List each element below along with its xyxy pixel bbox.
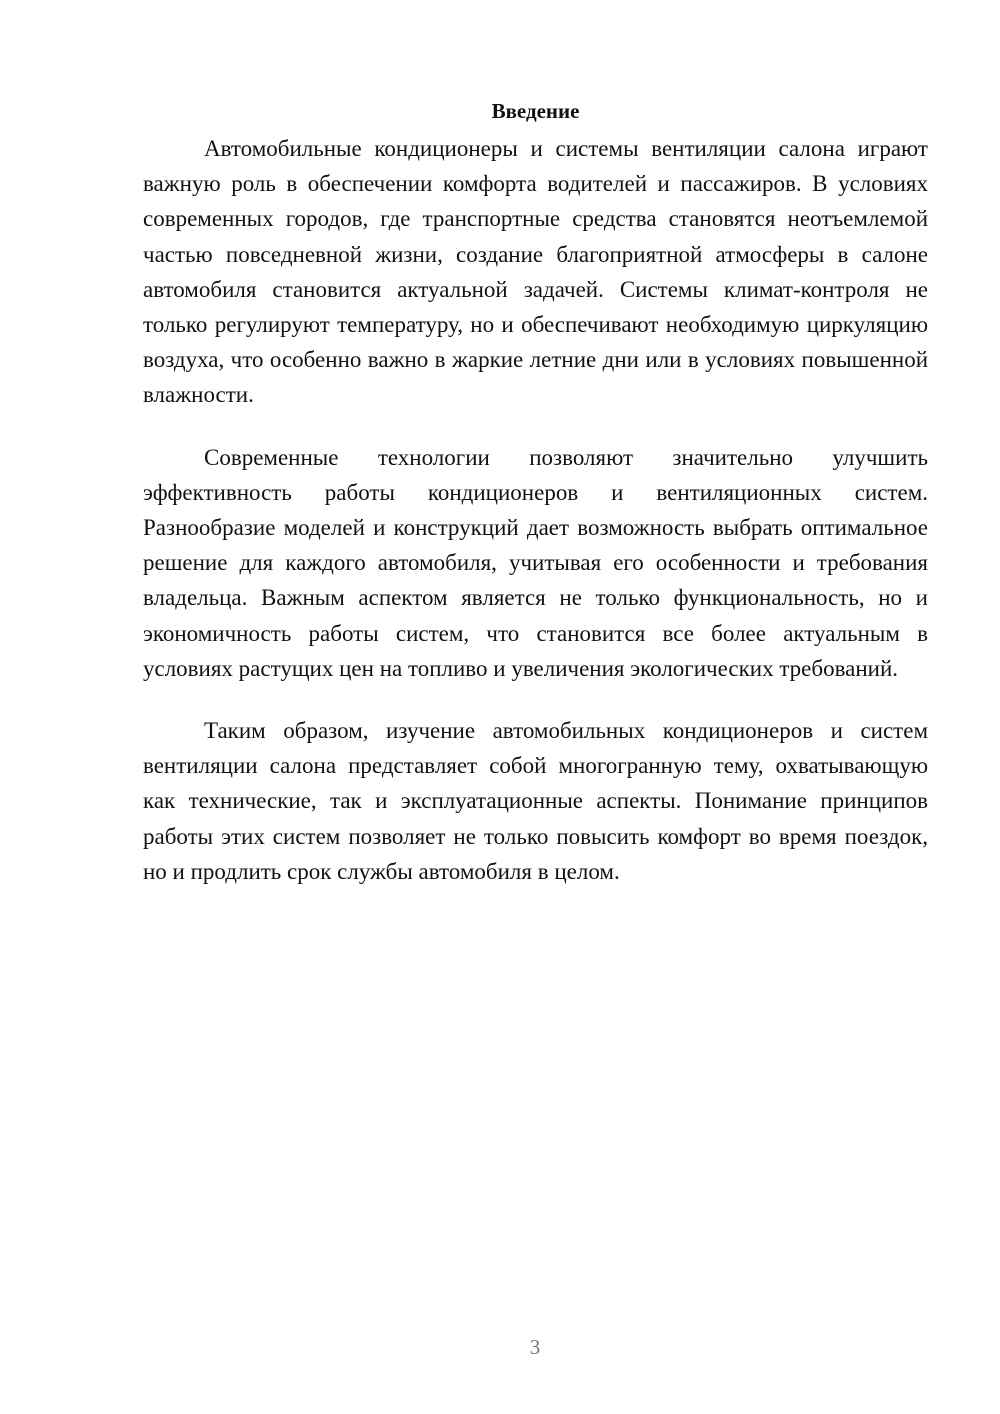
- page-content: [143, 96, 928, 889]
- page-number: 3: [529, 1335, 541, 1359]
- paragraph-1: Автомобильные кондиционеры и системы вентиляции салона играют важную роль в обеспечении комфорта водителей и пассажиров. В условиях современных городов, где транспортные средства становятся неотъемлемой частью повседневной жизни, создание благоприятной атмосферы в салоне автомобиля становится актуальной задачей. Системы климат-контроля не только регулируют температуру, но и обеспечивают необходимую циркуляцию воздуха, что особенно важно в жаркие летние дни или в условиях повышенной влажности.: [143, 136, 928, 408]
- section-heading: Введение: [491, 99, 580, 123]
- paragraph-3: Таким образом, изучение автомобильных кондиционеров и систем вентиляции салона представляет собой многогранную тему, охватывающую как технические, так и эксплуатационные аспекты. Понимание принципов работы этих систем позволяет не только повысить комфорт во время поездок, но и продлить срок службы автомобиля в целом.: [143, 718, 928, 884]
- paragraph-2: Современные технологии позволяют значительно улучшить эффективность работы кондиционеров и вентиляционных систем. Разнообразие моделей и конструкций дает возможность выбрать оптимальное решение для каждого автомобиля, учитывая его особенности и требования владельца. Важным аспектом является не только функциональность, но и экономичность работы систем, что становится все более актуальным в условиях растущих цен на топливо и увеличения экологических требований.: [143, 444, 928, 681]
